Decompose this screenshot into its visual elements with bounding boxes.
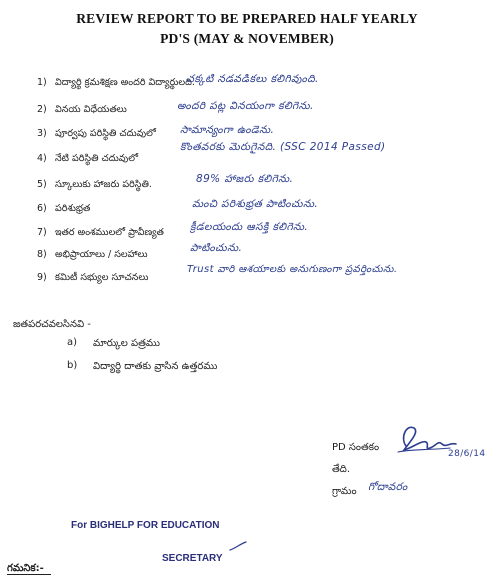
item-number: 8) (37, 249, 47, 260)
item-number: 6) (37, 203, 47, 214)
handwritten-answer: 89% హాజరు కలిగెను. (196, 173, 294, 185)
question-label: కమిటీ సభ్యుల సూచనలు (55, 272, 149, 283)
enclosure-number: b) (67, 360, 78, 371)
item-number: 9) (37, 272, 47, 283)
note-underline (7, 574, 51, 575)
report-subtitle: PD'S (MAY & NOVEMBER) (160, 31, 334, 46)
handwritten-answer: మంచి పరిశుభ్రత పాటించును. (192, 198, 319, 210)
handwritten-answer: అందరి పట్ల వినయంగా కలిగెను. (177, 100, 314, 112)
handwritten-answer: పాటించును. (190, 242, 243, 254)
item-number: 2) (37, 104, 47, 115)
enclosure-number: a) (67, 337, 78, 348)
item-number: 3) (37, 128, 47, 139)
handwritten-answer: క్రీడలయందు ఆసక్తి కలిగెను. (190, 221, 309, 233)
village-label: గ్రామం (332, 486, 357, 497)
village-value: గోదావరం (368, 481, 408, 493)
signature-date: 28/6/14 (448, 449, 486, 459)
handwritten-answer: చక్కటి నడవడికలు కలిగివుంది. (186, 73, 319, 85)
question-label: పరిశుభ్రత (55, 203, 91, 214)
question-label: పూర్వపు పరిస్థితి చదువులో (55, 128, 156, 139)
item-number: 4) (37, 153, 47, 164)
handwritten-answer: సామాన్యంగా ఉండెను. (180, 124, 275, 136)
item-number: 1) (37, 77, 47, 88)
secretary-label: SECRETARY (162, 553, 223, 564)
enclosures-heading: జతపరచవలసినవి - (13, 319, 91, 330)
question-label: స్కూలుకు హాజరు పరిస్థితి. (55, 179, 152, 190)
enclosure-donor-letter: విద్యార్థి దాతకు వ్రాసిన ఉత్తరము (93, 361, 218, 372)
item-number: 5) (37, 179, 47, 190)
pd-signature-label: PD సంతకం (332, 442, 380, 453)
organization-name: For BIGHELP FOR EDUCATION (71, 520, 220, 531)
question-label: అభిప్రాయాలు / సలహాలు (55, 249, 148, 260)
question-label: విద్యార్థి క్రమశిక్షణ అందరి విద్యార్థులది. (55, 77, 195, 88)
item-number: 7) (37, 227, 47, 238)
question-label: నేటి పరిస్థితి చదువులో (55, 153, 138, 164)
handwritten-answer: Trust వారి ఆశయాలకు అనుగుణంగా ప్రవర్తించును. (187, 264, 398, 275)
secretary-initial (228, 540, 250, 554)
report-title: REVIEW REPORT TO BE PREPARED HALF YEARLY (76, 11, 418, 26)
date-label: తేది. (332, 464, 351, 475)
handwritten-answer: కొంతవరకు మెరుగైనది. (SSC 2014 Passed) (180, 141, 386, 153)
question-label: ఇతర అంశములలో ప్రావీణ్యత (55, 227, 164, 238)
enclosure-marks-sheet: మార్కుల పత్రము (93, 338, 160, 349)
note-label: గమనిక:- (7, 563, 44, 574)
question-label: వినయ విధేయతలు (55, 104, 127, 115)
